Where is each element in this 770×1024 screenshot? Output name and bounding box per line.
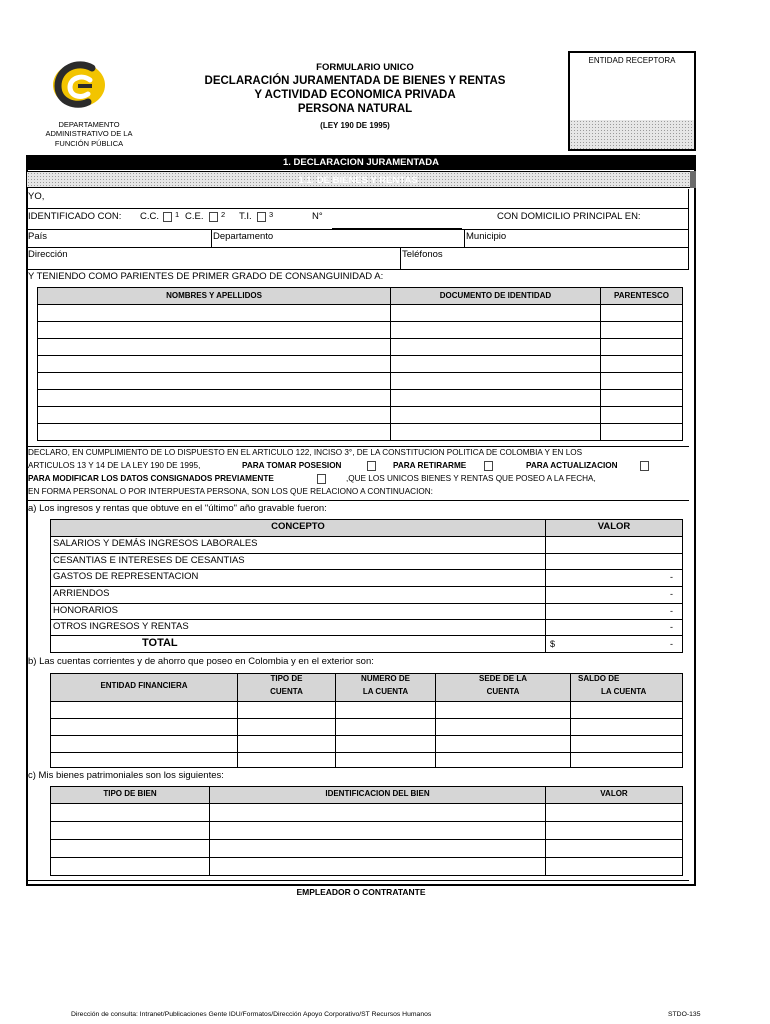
title-line-1: DECLARACIÓN JURAMENTADA DE BIENES Y RENTAS — [204, 75, 506, 87]
accounts-col-number-l2: LA CUENTA — [362, 687, 409, 696]
municipality-label: Municipio — [466, 231, 507, 242]
ti-label: T.I. — [239, 211, 252, 222]
accounts-col-balance-l1: SALDO DE — [578, 674, 620, 683]
income-value[interactable]: - — [670, 606, 673, 616]
divider — [400, 247, 401, 269]
title-line-3: PERSONA NATURAL — [297, 103, 413, 115]
income-value[interactable]: - — [670, 589, 673, 599]
asset-row[interactable] — [51, 840, 682, 857]
declaration-line-2: ARTICULOS 13 Y 14 DE LA LEY 190 DE 1995, — [28, 461, 201, 470]
relative-row[interactable] — [38, 390, 682, 406]
assets-col-id: IDENTIFICACION DEL BIEN — [325, 789, 430, 798]
option-actualizacion-label: PARA ACTUALIZACION — [526, 461, 618, 470]
relative-row[interactable] — [38, 356, 682, 372]
accounts-col-type-l1: TIPO DE — [270, 674, 303, 683]
receiver-shaded-area — [570, 120, 694, 149]
domicile-label: CON DOMICILIO PRINCIPAL EN: — [497, 211, 641, 222]
relatives-intro: Y TENIENDO COMO PARIENTES DE PRIMER GRADO DE CONSANGUINIDAD A: — [28, 271, 384, 282]
rule — [27, 208, 689, 209]
address-label: Dirección — [28, 249, 68, 260]
assets-intro: c) Mis bienes patrimoniales son los siguientes: — [28, 770, 224, 781]
rule — [27, 269, 689, 270]
accounts-col-balance-l2: LA CUENTA — [601, 687, 647, 696]
ce-label: C.E. — [185, 211, 204, 222]
relative-row[interactable] — [38, 407, 682, 423]
rule — [27, 446, 689, 447]
form-right-shadow — [694, 156, 696, 886]
divider — [464, 229, 465, 247]
income-total-label: TOTAL — [142, 637, 178, 649]
employer-label: EMPLEADOR O CONTRATANTE — [296, 887, 426, 897]
table-row-rule — [50, 619, 683, 620]
phones-label: Teléfonos — [402, 249, 443, 260]
income-total-currency: $ — [550, 639, 556, 649]
relative-row[interactable] — [38, 424, 682, 440]
income-concept: CESANTIAS E INTERESES DE CESANTIAS — [53, 555, 245, 566]
option-retiro-checkbox[interactable] — [484, 461, 493, 471]
country-label: País — [28, 231, 48, 242]
asset-row[interactable] — [51, 804, 682, 821]
account-row[interactable] — [51, 753, 682, 769]
income-col-value: VALOR — [597, 521, 631, 532]
identified-label: IDENTIFICADO CON: — [28, 211, 122, 222]
rule — [27, 880, 689, 881]
dafp-logo-icon — [48, 58, 108, 112]
org-name-line-2: ADMINISTRATIVO DE LA — [45, 129, 133, 138]
assets-col-value: VALOR — [600, 789, 628, 798]
relatives-col-document: DOCUMENTO DE IDENTIDAD — [439, 291, 552, 300]
income-value[interactable]: - — [670, 622, 673, 632]
section-title: 1. DECLARACION JURAMENTADA — [282, 157, 440, 168]
relative-row[interactable] — [38, 322, 682, 338]
income-concept: SALARIOS Y DEMÁS INGRESOS LABORALES — [53, 538, 258, 549]
accounts-col-branch-l2: CUENTA — [486, 687, 520, 696]
table-row-rule — [50, 569, 683, 570]
law-reference: (LEY 190 DE 1995) — [320, 121, 390, 130]
ti-number: 3 — [269, 210, 274, 219]
account-row[interactable] — [51, 702, 682, 718]
declaration-line-4: EN FORMA PERSONAL O POR INTERPUESTA PERSONA, SON LOS QUE RELACIONO A CONTINUACION: — [28, 487, 433, 496]
relative-row[interactable] — [38, 339, 682, 355]
table-row-rule — [50, 536, 683, 537]
cc-checkbox[interactable] — [163, 212, 172, 222]
table-row-rule — [50, 603, 683, 604]
subsection-band-right — [690, 171, 696, 188]
divider — [688, 189, 689, 269]
asset-row[interactable] — [51, 822, 682, 839]
rule — [27, 247, 689, 248]
rule — [27, 229, 689, 230]
declaration-line-1: DECLARO, EN CUMPLIMIENTO DE LO DISPUESTO EN EL ARTICULO 122, INCISO 3°, DE LA CONSTITUCION POLITICA DE COLOMBIA Y EN LOS — [28, 448, 583, 457]
footer-path: Dirección de consulta: Intranet/Publicaciones Gente IDU/Formatos/Dirección Apoyo Corporativo/ST Recursos Humanos — [71, 1011, 432, 1018]
income-concept: ARRIENDOS — [53, 588, 110, 599]
accounts-col-type-l2: CUENTA — [270, 687, 303, 696]
yo-label: YO, — [28, 191, 45, 202]
ti-checkbox[interactable] — [257, 212, 266, 222]
ce-number: 2 — [221, 210, 226, 219]
receiver-entity-label: ENTIDAD RECEPTORA — [588, 56, 676, 65]
option-posesion-label: PARA TOMAR POSESION — [242, 461, 342, 470]
form-title: FORMULARIO UNICO — [316, 62, 414, 73]
yo-field[interactable] — [40, 190, 688, 206]
income-concept: GASTOS DE REPRESENTACION — [53, 571, 199, 582]
income-value[interactable]: - — [670, 572, 673, 582]
option-modificar-label: PARA MODIFICAR LOS DATOS CONSIGNADOS PREVIAMENTE — [28, 474, 274, 483]
account-row[interactable] — [51, 719, 682, 735]
income-concept: OTROS INGRESOS Y RENTAS — [53, 621, 189, 632]
id-number-label: N° — [312, 211, 323, 222]
assets-col-type: TIPO DE BIEN — [103, 789, 157, 798]
table-row-rule — [50, 553, 683, 554]
asset-row[interactable] — [51, 858, 682, 875]
ce-checkbox[interactable] — [209, 212, 218, 222]
footer-code: STDO-135 — [668, 1011, 701, 1018]
accounts-col-branch-l1: SEDE DE LA — [478, 674, 527, 683]
cc-number: 1 — [175, 210, 180, 219]
account-row[interactable] — [51, 736, 682, 752]
income-col-concept: CONCEPTO — [271, 521, 325, 532]
accounts-intro: b) Las cuentas corrientes y de ahorro que poseo en Colombia y en el exterior son: — [28, 656, 374, 667]
accounts-col-number-l1: NUMERO DE — [361, 674, 410, 683]
org-name-line-3: FUNCIÓN PÚBLICA — [54, 139, 124, 148]
title-line-2: Y ACTIVIDAD ECONOMICA PRIVADA — [254, 89, 456, 101]
option-modificar-checkbox[interactable] — [317, 474, 326, 484]
relatives-col-names: NOMBRES Y APELLIDOS — [166, 291, 262, 300]
relative-row[interactable] — [38, 373, 682, 389]
table-row-rule — [50, 586, 683, 587]
income-concept: HONORARIOS — [53, 605, 118, 616]
income-total-value[interactable]: - — [670, 639, 673, 649]
divider — [211, 229, 212, 247]
option-posesion-checkbox[interactable] — [367, 461, 376, 471]
org-name-line-1: DEPARTAMENTO — [58, 120, 120, 129]
department-label: Departamento — [213, 231, 274, 242]
cc-label: C.C. — [140, 211, 159, 222]
declaration-line-3-tail: ,QUE LOS UNICOS BIENES Y RENTAS QUE POSEO A LA FECHA, — [346, 474, 596, 483]
relatives-col-relation: PARENTESCO — [614, 291, 669, 300]
option-retiro-label: PARA RETIRARME — [393, 461, 467, 470]
option-actualizacion-checkbox[interactable] — [640, 461, 649, 471]
rule — [27, 500, 689, 501]
subsection-title: 1.1. DE BIENES Y RENTAS — [298, 175, 418, 186]
accounts-col-entity: ENTIDAD FINANCIERA — [100, 681, 188, 690]
relative-row[interactable] — [38, 305, 682, 321]
income-intro: a) Los ingresos y rentas que obtuve en el "último" año gravable fueron: — [28, 503, 327, 514]
id-number-field[interactable] — [332, 212, 462, 226]
